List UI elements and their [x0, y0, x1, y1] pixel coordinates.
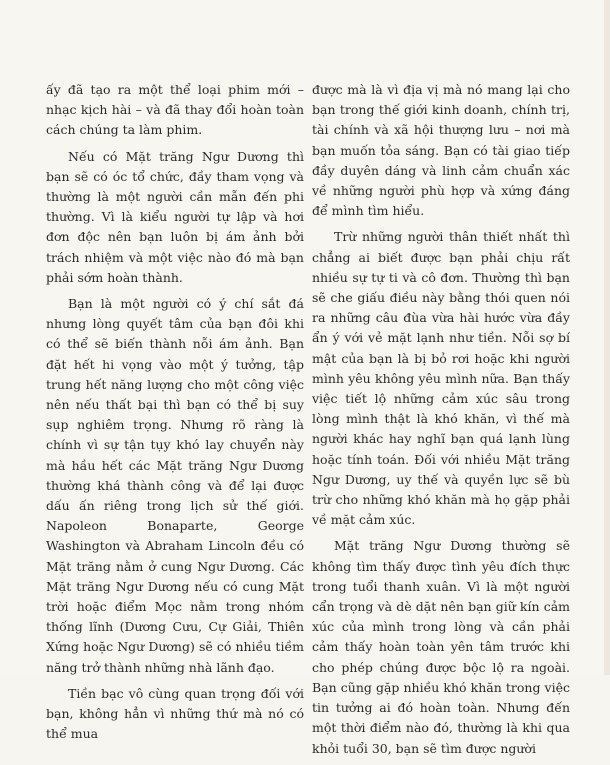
paragraph: Bạn là một người có ý chí sắt đá nhưng lòng quyết tâm của bạn đôi khi có thể sẽ biến thành nỗi ám ảnh. Bạn đặt hết hi vọng vào một ý tưởng, tập trung hết năng lượng cho một công việc nên nếu thất bại thì bạn có thể bị suy sụp nghiêm trọng. Nhưng rõ ràng là chính vì sự tận tụy khó lay chuyển này mà hầu hết các Mặt trăng Ngư Dương thường khá thành công và để lại được dấu ấn riêng trong lịch sử thế giới. Napoleon Bonaparte, George Washington và Abraham Lincoln đều có Mặt trăng nằm ở cung Ngư Dương. Các Mặt trăng Ngư Dương nếu có cung Mặt trời hoặc điểm Mọc nằm trong nhóm thống lĩnh (Dương Cưu, Cự Giải, Thiên Xứng hoặc Ngư Dương) sẽ có nhiều tiềm năng trở thành những nhà lãnh đạo.: [46, 296, 304, 675]
right-text-column: [312, 80, 570, 765]
left-text-column: [46, 80, 304, 751]
page-edge: [604, 0, 610, 675]
paragraph: Nếu có Mặt trăng Ngư Dương thì bạn sẽ có óc tổ chức, đầy tham vọng và thường là một người cần mẫn đến phi thường. Vì là kiểu người tự lập và hơi đơn độc nên bạn luôn bị ám ảnh bởi trách nhiệm và một việc nào đó mà bạn phải sớm hoàn thành.: [46, 148, 304, 285]
paragraph: Tiền bạc vô cùng quan trọng đối với bạn, không hẳn vì những thứ mà nó có thể mua: [46, 685, 304, 742]
paragraph: Trừ những người thân thiết nhất thì chẳng ai biết được bạn phải chịu rất nhiều sự tự ti và cô đơn. Thường thì bạn sẽ che giấu điều này bằng thói quen nói ra những câu đùa vừa hài hước vừa đầy ẩn ý với vẻ mặt lạnh như tiền. Nỗi sợ bí mật của bạn là bị bỏ rơi hoặc khi người mình yêu không yêu mình nữa. Bạn thấy việc tiết lộ những cảm xúc sâu trong lòng mình thật là khó khăn, vì thế mà người khác hay nghĩ bạn quá lạnh lùng hoặc tính toán. Đối với nhiều Mặt trăng Ngư Dương, uy thế và quyền lực sẽ bù trừ cho những khó khăn mà họ gặp phải về mặt cảm xúc.: [312, 229, 570, 528]
paragraph: Mặt trăng Ngư Dương thường sẽ không tìm thấy được tình yêu đích thực trong tuổi thanh xuân. Vì là một người cẩn trọng và dè dặt nên bạn giữ kín cảm xúc của mình trong lòng và cần phải cảm thấy hoàn toàn yên tâm trước khi cho phép chúng được bộc lộ ra ngoài. Bạn cũng gặp nhiều khó khăn trong việc tin tưởng ai đó hoàn toàn. Nhưng đến một thời điểm nào đó, thường là khi qua khỏi tuổi 30, bạn sẽ tìm được người: [312, 538, 570, 756]
paragraph: được mà là vì địa vị mà nó mang lại cho bạn trong thế giới kinh doanh, chính trị, tài chính và xã hội thượng lưu – nơi mà bạn muốn tỏa sáng. Bạn có tài giao tiếp đầy duyên dáng và linh cảm chuẩn xác về những người phù hợp và xứng đáng để mình tìm hiểu.: [312, 82, 570, 219]
paragraph: ấy đã tạo ra một thể loại phim mới – nhạc kịch hài – và đã thay đổi hoàn toàn cách chúng ta làm phim.: [46, 82, 304, 138]
